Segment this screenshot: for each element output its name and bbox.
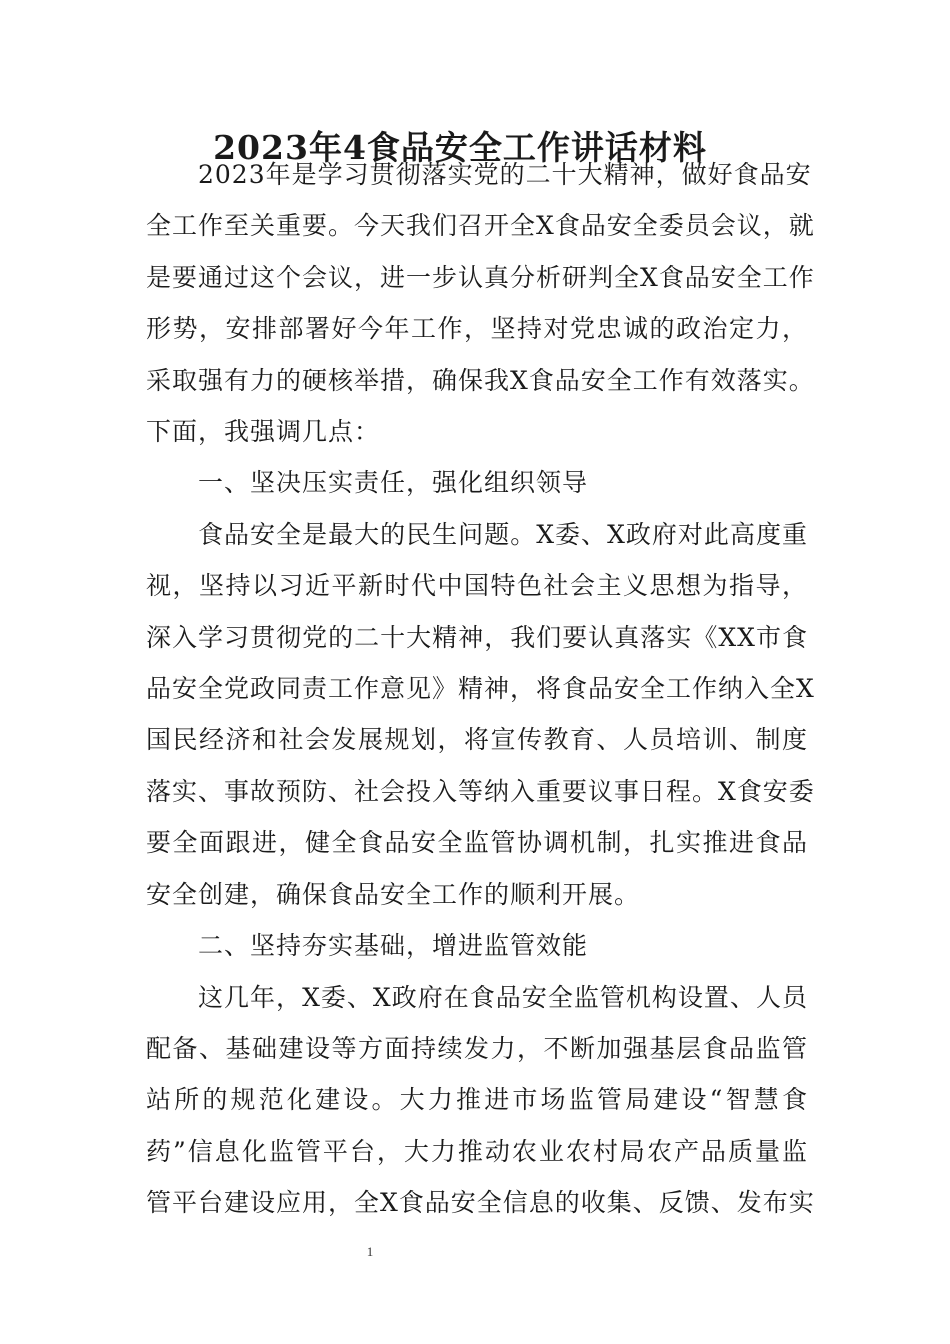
text-line: 采取强有力的硬核举措，确保我X食品安全工作有效落实。 — [146, 365, 815, 395]
text-line: 站所的规范化建设。大力推进市场监管局建设“智慧食 — [146, 1085, 808, 1115]
text-line: 形势，安排部署好今年工作，坚持对党忠诚的政治定力， — [146, 314, 808, 344]
text-line: 是要通过这个会议，进一步认真分析研判全X食品安全工作 — [146, 262, 815, 292]
heading-line: 二、坚持夯实基础，增进监管效能 — [198, 931, 589, 961]
text-line: 国民经济和社会发展规划，将宣传教育、人员培训、制度 — [146, 725, 808, 755]
text-line: 2023年是学习贯彻落实党的二十大精神，做好食品安 — [198, 160, 812, 189]
text-line: 深入学习贯彻党的二十大精神，我们要认真落实《XX市食 — [146, 622, 808, 652]
text-line: 要全面跟进，健全食品安全监管协调机制，扎实推进食品 — [146, 828, 808, 858]
text-line: 药”信息化监管平台，大力推动农业农村局农产品质量监 — [146, 1136, 808, 1166]
text-line: 这几年，X委、X政府在食品安全监管机构设置、人员 — [198, 982, 808, 1012]
text-line: 落实、事故预防、社会投入等纳入重要议事日程。X食安委 — [146, 776, 815, 806]
document-title: 2023年4食品安全工作讲话材料 — [213, 128, 707, 167]
page-number: 1 — [366, 1244, 374, 1259]
text-line: 视，坚持以习近平新时代中国特色社会主义思想为指导， — [146, 571, 808, 601]
document-body — [146, 149, 815, 1229]
section-heading-2 — [146, 920, 808, 971]
paragraph-section-1 — [146, 509, 815, 920]
paragraph-section-2 — [146, 972, 815, 1229]
text-line: 下面，我强调几点： — [146, 417, 381, 447]
text-line: 管平台建设应用，全X食品安全信息的收集、反馈、发布实 — [146, 1188, 815, 1218]
text-line: 安全创建，确保食品安全工作的顺利开展。 — [146, 879, 641, 909]
text-line: 全工作至关重要。今天我们召开全X食品安全委员会议，就 — [146, 211, 815, 241]
text-line: 品安全党政同责工作意见》精神，将食品安全工作纳入全X — [146, 674, 815, 704]
text-line: 配备、基础建设等方面持续发力，不断加强基层食品监管 — [146, 1033, 808, 1063]
text-line: 食品安全是最大的民生问题。X委、X政府对此高度重 — [198, 519, 808, 549]
paragraph-intro — [146, 149, 815, 457]
section-heading-1 — [146, 457, 808, 508]
heading-line: 一、坚决压实责任，强化组织领导 — [198, 468, 589, 498]
